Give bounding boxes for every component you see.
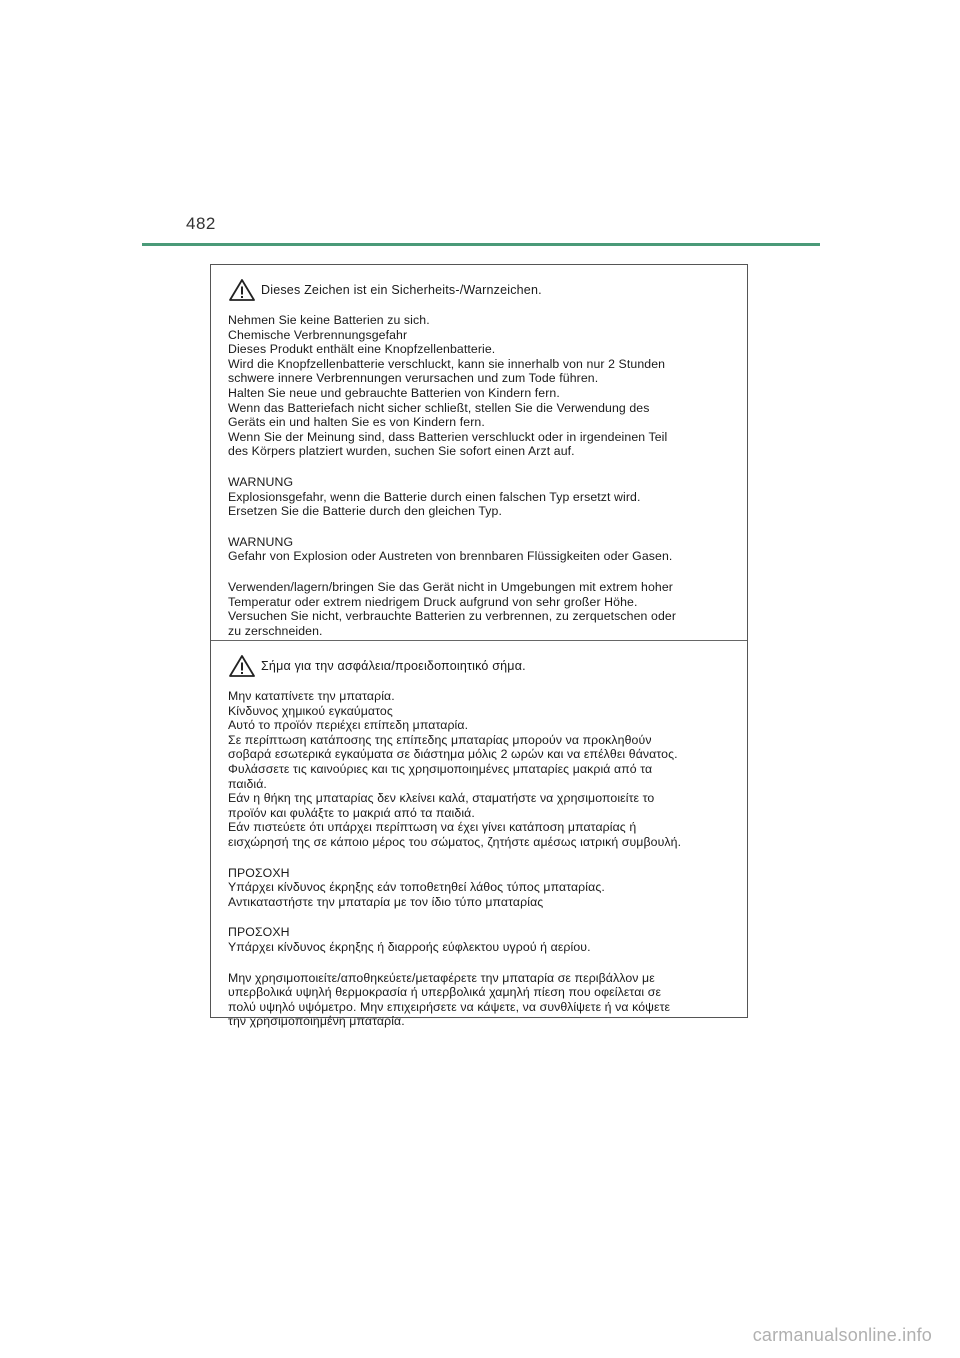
text-line: Αυτό το προϊόν περιέχει επίπεδη μπαταρία. (228, 718, 469, 733)
text-line: Κίνδυνος χημικού εγκαύματος (228, 703, 393, 718)
german-paragraph (228, 475, 747, 519)
german-paragraph (228, 535, 747, 564)
text-line: Εάν πιστεύετε ότι υπάρχει περίπτωση να έχει γίνει κατάποση μπαταρίας ή (228, 820, 637, 835)
text-line: Geräts ein und halten Sie es von Kindern fern. (228, 415, 485, 430)
text-line: Εάν η θήκη της μπαταρίας δεν κλείνει καλά, σταματήστε να χρησιμοποιείτε το (228, 791, 655, 806)
greek-sign-caption: Σήμα για την ασφάλεια/προειδοποιητικό σήμα. (261, 659, 526, 673)
german-sign-caption: Dieses Zeichen ist ein Sicherheits-/Warnzeichen. (261, 283, 542, 297)
text-line: Μην χρησιμοποιείτε/αποθηκεύετε/μεταφέρετε την μπαταρία σε περιβάλλον με (228, 970, 655, 985)
greek-sign-row (228, 653, 747, 679)
greek-paragraph (228, 866, 747, 910)
text-line: Ersetzen Sie die Batterie durch den gleichen Typ. (228, 504, 503, 519)
text-line: πολύ υψηλό υψόμετρο. Μην επιχειρήσετε να κάψετε, να συνθλίψετε ή να κόψετε (228, 999, 671, 1014)
text-line: Αντικαταστήστε την μπαταρία με τον ίδιο τύπο μπαταρίας (228, 894, 544, 909)
text-line: Wenn das Batteriefach nicht sicher schließt, stellen Sie die Verwendung des (228, 400, 650, 415)
warning-triangle-icon (228, 278, 256, 302)
text-line: Explosionsgefahr, wenn die Batterie durch einen falschen Typ ersetzt wird. (228, 489, 641, 504)
watermark: carmanualsonline.info (752, 1325, 932, 1345)
text-line: την χρησιμοποιημένη μπαταρία. (228, 1014, 405, 1029)
text-line: Versuchen Sie nicht, verbrauchte Batterien zu verbrennen, zu zerquetschen oder (228, 609, 677, 624)
text-line: Chemische Verbrennungsgefahr (228, 327, 408, 342)
text-line: Υπάρχει κίνδυνος έκρηξης ή διαρροής εύφλεκτου υγρού ή αερίου. (228, 939, 591, 954)
greek-paragraph (228, 689, 747, 850)
text-line: schwere innere Verbrennungen verursachen und zum Tode führen. (228, 371, 599, 386)
german-warning-section (211, 265, 747, 641)
text-line: Nehmen Sie keine Batterien zu sich. (228, 313, 430, 327)
text-line: προϊόν και φυλάξτε το μακριά από τα παιδιά. (228, 805, 475, 820)
text-line: παιδιά. (228, 776, 267, 791)
text-line: WARNUNG (228, 474, 294, 489)
text-line: zu zerschneiden. (228, 623, 323, 638)
german-paragraph (228, 313, 747, 459)
text-line: εισχώρησή της σε κάποιο μέρος του σώματος, ζητήστε αμέσως ιατρική συμβουλή. (228, 834, 682, 849)
text-line: Dieses Produkt enthält eine Knopfzellenbatterie. (228, 342, 496, 357)
text-line: ΠΡΟΣΟΧΗ (228, 865, 290, 880)
greek-warning-section (211, 641, 747, 1029)
header-rule (142, 243, 820, 246)
battery-warning-box (210, 264, 748, 1029)
text-line: Gefahr von Explosion oder Austreten von brennbaren Flüssigkeiten oder Gasen. (228, 549, 673, 564)
text-line: Σε περίπτωση κατάποσης της επίπεδης μπαταρίας μπορούν να προκληθούν (228, 732, 652, 747)
warning-triangle-icon (228, 654, 256, 678)
german-paragraph (228, 580, 747, 638)
text-line: Temperatur oder extrem niedrigem Druck aufgrund von sehr großer Höhe. (228, 594, 638, 609)
text-line: υπερβολικά υψηλή θερμοκρασία ή υπερβολικά χαμηλή πίεση που οφείλεται σε (228, 985, 662, 1000)
text-line: Φυλάσσετε τις καινούριες και τις χρησιμοποιημένες μπαταρίες μακριά από τα (228, 761, 653, 776)
text-line: WARNUNG (228, 534, 294, 549)
text-line: Verwenden/lagern/bringen Sie das Gerät nicht in Umgebungen mit extrem hoher (228, 579, 673, 594)
text-line: des Körpers platziert wurden, suchen Sie sofort einen Arzt auf. (228, 444, 575, 459)
text-line: Υπάρχει κίνδυνος έκρηξης εάν τοποθετηθεί λάθος τύπος μπαταρίας. (228, 880, 605, 895)
page-number: 482 (186, 214, 216, 233)
greek-paragraph (228, 971, 747, 1029)
text-line: ΠΡΟΣΟΧΗ (228, 925, 290, 940)
text-line: Wird die Knopfzellenbatterie verschluckt, kann sie innerhalb von nur 2 Stunden (228, 356, 666, 371)
german-sign-row (228, 277, 747, 303)
text-line: Halten Sie neue und gebrauchte Batterien von Kindern fern. (228, 385, 560, 400)
text-line: Μην καταπίνετε την μπαταρία. (228, 689, 395, 703)
greek-paragraph (228, 925, 747, 954)
text-line: σοβαρά εσωτερικά εγκαύματα σε διάστημα μόλις 2 ωρών και να επέλθει θάνατος. (228, 747, 678, 762)
text-line: Wenn Sie der Meinung sind, dass Batterien verschluckt oder in irgendeinen Teil (228, 429, 668, 444)
